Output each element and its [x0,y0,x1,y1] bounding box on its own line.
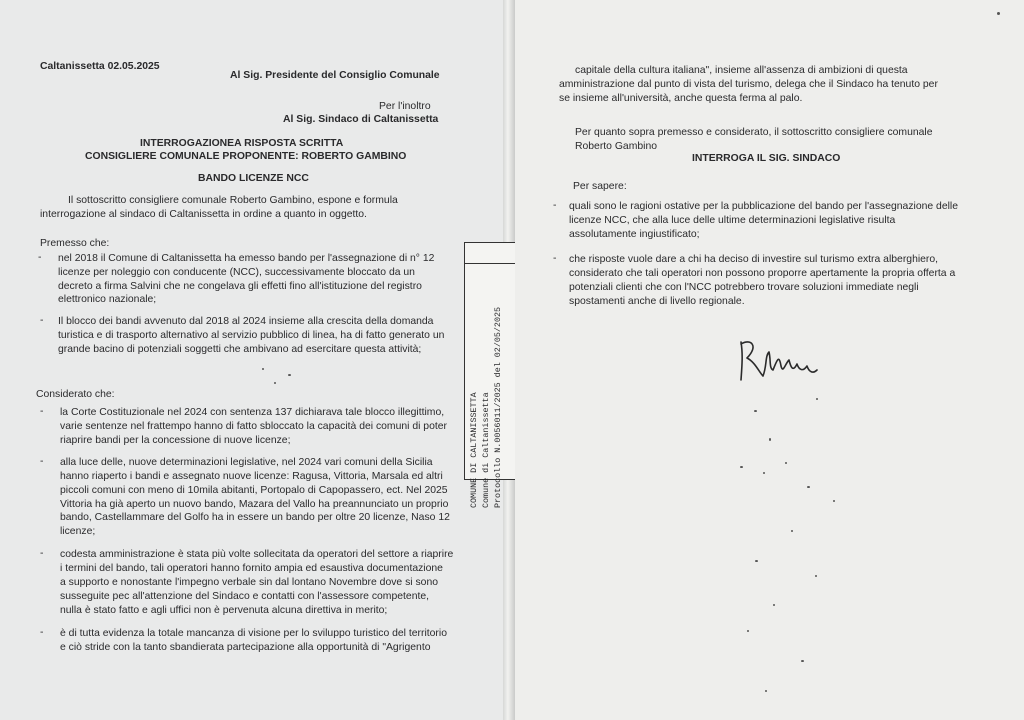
question-line: licenze NCC, che alla luce delle ultime determinazioni legislative risulta [569,215,896,226]
paragraph-line: nel 2018 il Comune di Caltanissetta ha emesso bando per l'assegnazione di n° 12 [58,253,435,264]
paragraph-line: a supporto e nonostante l'impegno verbale sin dal lontano Novembre dove si sono [60,577,439,588]
proposer-line: CONSIGLIERE COMUNALE PROPONENTE: ROBERTO GAMBINO [85,151,407,162]
paragraph-line: hanno riaperto i bandi e assegnato nuove licenze: Ragusa, Vittoria, Marsala ed altri [60,471,443,482]
scan-speck [754,410,757,412]
paragraph-line: piccoli comuni con meno di 10mila abitanti, Portopalo di Capopassero, ect. Nel 2025 [60,485,448,496]
scan-speck [755,560,758,562]
question-line: assolutamente ingiustificato; [569,229,700,240]
bullet-dash: - [40,456,44,467]
paragraph-line: licenze; [60,526,96,537]
bullet-dash: - [40,627,44,638]
paragraph-line: varie sentenze nel frattempo hanno di fatto sbloccato la capacità dei comuni di poter [60,421,447,432]
scan-speck [791,530,793,532]
bullet-dash: - [40,406,44,417]
scan-speck [815,575,817,577]
stamp-header-box [465,243,516,264]
paragraph-line: i termini del bando, tali operatori hanno fornito ampia ed esaustiva documentazione [60,563,443,574]
subject: BANDO LICENZE NCC [198,173,309,184]
paragraph-line: Il blocco dei bandi avvenuto dal 2018 al 2024 insieme alla crescita della domanda [58,316,434,327]
paragraph-line: riaprire bandi per la concessione di nuove licenze; [60,435,291,446]
paragraph-line: turistica e di trasporto alternativo al servizio pubblico di linea, ha di fatto generato un [58,330,445,341]
paragraph-line: susseguite pec all'attenzione del Sindaco e contatti con l'assessore competente, [60,591,430,602]
question-line: che risposte vuole dare a chi ha deciso di investire sul turismo extra alberghiero, [569,254,939,265]
scan-speck [740,466,743,468]
scan-speck [763,472,765,474]
question-line: considerato che tali operatori non possono proporre apertamente la propria offerta a [569,268,956,279]
scan-speck [747,630,749,632]
scan-speck [833,500,835,502]
stamp-line: Protocollo N.0056011/2025 del 02/05/2025 [493,306,503,508]
paragraph-line: grande bacino di potenziali soggetti che ambivano ad esercitare questa attività; [58,344,422,355]
left-page [0,0,503,720]
addressee-mayor: Al Sig. Sindaco di Caltanissetta [283,114,439,125]
city-date: Caltanissetta 02.05.2025 [40,61,160,72]
scan-speck [785,462,787,464]
paragraph-line: e ciò stride con la tanto sbandierata partecipazione alla opportunità di "Agrigento [60,642,431,653]
premise-close-line: Roberto Gambino [575,141,658,152]
scan-speck [769,438,771,441]
paragraph-line: nulla è stato fatto e agli uffici non è pervenuta alcuna direttiva in merito; [60,605,388,616]
scan-speck [274,382,276,384]
paragraph-line: amministrazione dal punto di vista del turismo, delega che il Sindaco ha tenuto per [559,79,938,90]
signature [733,336,823,386]
stamp-line: Comune di Caltanissetta [481,392,491,508]
scan-speck [816,398,818,400]
paragraph-line: alla luce delle, nuove determinazioni legislative, nel 2024 vari comuni della Sicilia [60,457,433,468]
cc-line: Per l'inoltro [379,101,431,112]
scan-speck [288,374,291,376]
scan-speck [773,604,775,606]
paragraph-line: decreto a firma Salvini che ne congelava gli effetti fino all'istituzione del registro [58,281,422,292]
bullet-dash: - [553,200,557,211]
stamp-line: COMUNE DI CALTANISSETTA [469,392,479,508]
intro-line: Il sottoscritto consigliere comunale Roberto Gambino, espone e formula [68,195,398,206]
considerato-heading: Considerato che: [36,389,115,400]
paragraph-line: bando, Castellammare del Golfo ha in essere un bando per oltre 20 licenze, Naso 12 [60,512,450,523]
intro-line: interrogazione al sindaco di Caltanissetta in ordine a quanto in oggetto. [40,209,367,220]
paragraph-line: la Corte Costituzionale nel 2024 con sentenza 137 dichiarava tale blocco illegittimo, [60,407,445,418]
paragraph-line: Vittoria ha già aperto un nuovo bando, Mazara del Vallo ha preannunciato un proprio [60,499,449,510]
paragraph-line: codesta amministrazione è stata più volte sollecitata da operatori del settore a riaprire [60,549,454,560]
question-line: spostamenti anche di livello regionale. [569,296,745,307]
question-line: quali sono le ragioni ostative per la pubblicazione del bando per l'assegnazione delle [569,201,959,212]
paragraph-line: è di tutta evidenza la totale mancanza di visione per lo sviluppo turistico del territorio [60,628,447,639]
protocol-stamp [464,242,517,508]
bullet-dash: - [40,315,44,326]
addressee-president: Al Sig. Presidente del Consiglio Comunale [230,70,440,81]
premesso-heading: Premesso che: [40,238,110,249]
right-page [515,0,1024,720]
interroga-heading: INTERROGA IL SIG. SINDACO [692,153,841,164]
scan-speck [765,690,767,692]
paragraph-line: elettronico nazionale; [58,294,157,305]
paragraph-line: se insieme all'università, anche questa ferma al palo. [559,93,803,104]
bullet-dash: - [40,548,44,559]
scan-speck [997,12,1000,15]
scan-speck [801,660,804,662]
per-sapere-heading: Per sapere: [573,181,627,192]
paragraph-line: capitale della cultura italiana", insieme all'assenza di ambizioni di questa [575,65,908,76]
premise-close-line: Per quanto sopra premesso e considerato, il sottoscritto consigliere comunale [575,127,933,138]
stamp-text-block [468,272,514,508]
document-title: INTERROGAZIONEA RISPOSTA SCRITTA [140,138,344,149]
paragraph-line: licenze per noleggio con conducente (NCC), successivamente bloccato da un [58,267,415,278]
scan-speck [262,368,264,370]
scan-speck [807,486,810,488]
question-line: potenziali clienti che con l'NCC potrebbero trovare soluzioni immediate negli [569,282,919,293]
bullet-dash: - [38,252,42,263]
bullet-dash: - [553,253,557,264]
